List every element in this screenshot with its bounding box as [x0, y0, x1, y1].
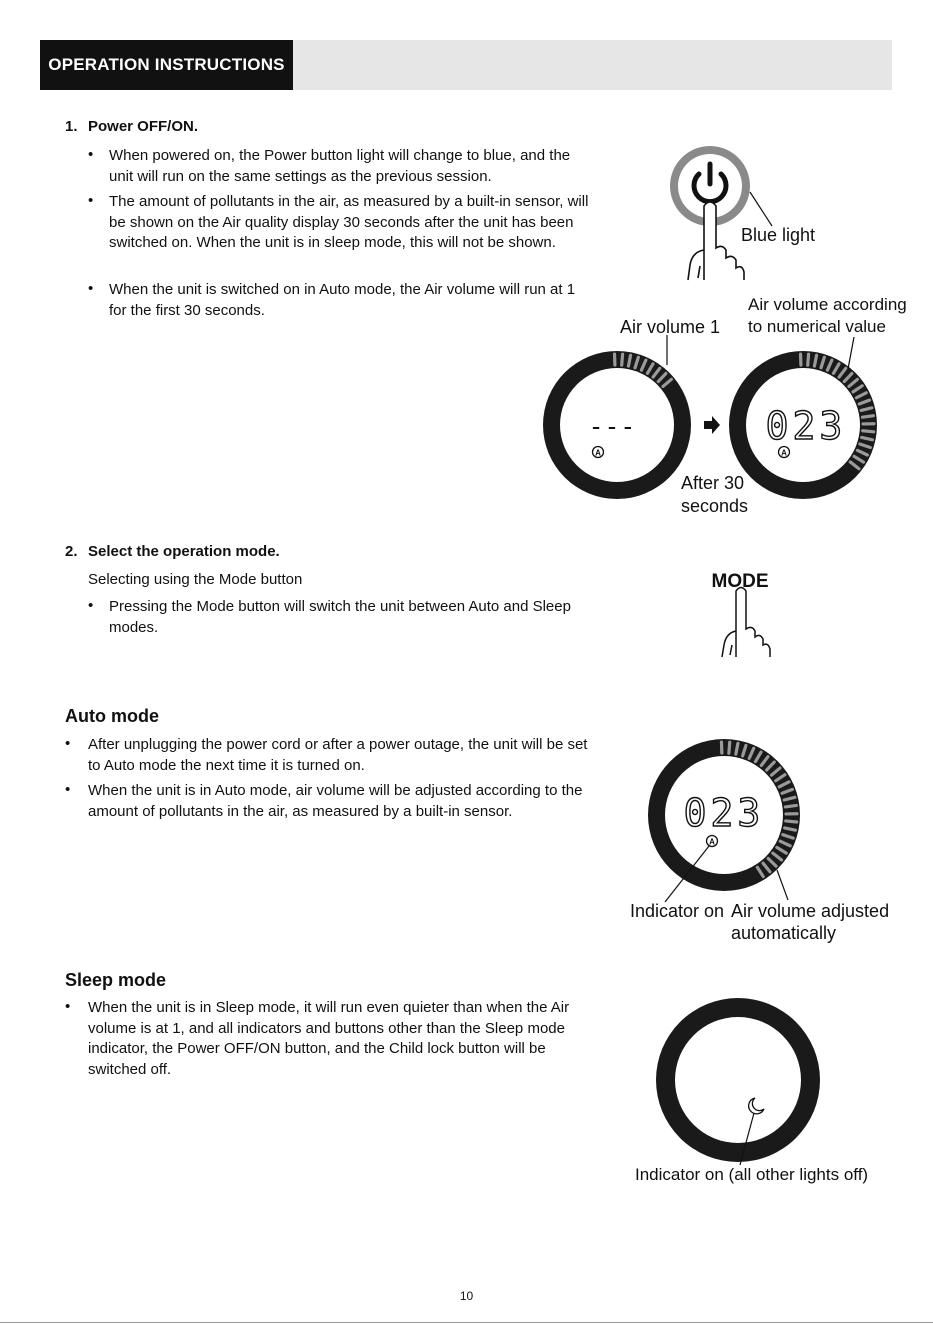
bullet-dot: •: [65, 998, 71, 1015]
air-volume-according-label-line2: to numerical value: [748, 317, 886, 336]
auto-mode-bullet-1: After unplugging the power cord or after a power outage, the unit will be set to Auto mode the next time it is turned on.: [88, 736, 588, 774]
bullet-dot: •: [88, 146, 94, 163]
air-volume-segment: [862, 416, 873, 417]
page-header-title: OPERATION INSTRUCTIONS: [40, 40, 293, 90]
air-volume-segment: [786, 821, 797, 822]
bullet-dot: •: [88, 280, 94, 297]
readout-dashes: - - -: [591, 411, 633, 441]
section-1-title: Power OFF/ON.: [88, 118, 199, 135]
bullet-dot: •: [65, 781, 71, 798]
mode-button-figure: [700, 565, 790, 665]
air-volume-segment: [814, 355, 816, 366]
air-volume-1-label: Air volume 1: [620, 317, 721, 337]
footer-rule: [0, 1322, 933, 1323]
auto-mode-bullet-2: When the unit is in Auto mode, air volume will be adjusted according to the amount of pollutants in the air, as measured by a built-in sensor.: [88, 782, 583, 820]
air-volume-leader-line: [777, 870, 788, 900]
air-volume-adjusted-label-line2: automatically: [731, 923, 837, 943]
air-volume-segment: [729, 742, 730, 753]
bullet-dot: •: [88, 597, 94, 614]
sleep-mode-figure: [650, 995, 850, 1170]
sleep-display-ring: [656, 998, 820, 1162]
air-volume-segment: [862, 437, 873, 439]
sleep-mode-bullet-1: When the unit is in Sleep mode, it will run even quieter than when the Air volume is at 1, and all indicators and buttons other than the Sleep mode indicator, the Power OFF/ON button, and the Child lock button will be switched off.: [88, 999, 570, 1078]
air-volume-adjusted-label-line1: Air volume adjusted: [731, 901, 890, 921]
air-volume-segment: [808, 354, 809, 365]
readout-023: 023: [765, 404, 847, 448]
hand-pointer-icon: [722, 588, 770, 658]
section-1-number: 1.: [65, 118, 78, 135]
indicator-on-label: Indicator on: [630, 901, 725, 921]
section-1-bullet-2: The amount of pollutants in the air, as measured by a built-in sensor, will be shown on the Air quality display 30 seconds after the unit has been switched on. When the unit is in sleep mode, this will not be shown.: [109, 193, 589, 251]
air-volume-segment: [785, 805, 796, 806]
sleep-mode-heading: Sleep mode: [65, 970, 167, 990]
mode-label: MODE: [711, 571, 769, 592]
section-2-title: Select the operation mode.: [88, 543, 280, 560]
power-button-figure: [640, 140, 840, 290]
after-30-label-line2: seconds: [681, 496, 749, 516]
air-volume-segment: [628, 355, 630, 366]
air-volume-segment: [785, 828, 796, 830]
section-1-bullet-1: When powered on, the Power button light will change to blue, and the unit will run on the same settings as the previous session.: [109, 147, 571, 185]
page-number: 10: [459, 1289, 474, 1303]
bullet-dot: •: [88, 192, 94, 209]
air-volume-according-label-line1: Air volume according: [748, 295, 907, 314]
sleep-indicator-label: Indicator on (all other lights off): [635, 1165, 869, 1184]
header-bar: [40, 40, 892, 90]
svg-text:A: A: [595, 448, 601, 458]
air-volume-segment: [622, 354, 623, 365]
section-2-bullet-1: Pressing the Mode button will switch the unit between Auto and Sleep modes.: [109, 598, 571, 636]
air-volume-segment: [736, 743, 738, 754]
blue-light-leader-line: [750, 192, 772, 226]
svg-text:A: A: [709, 837, 715, 847]
auto-mode-figure: [620, 730, 880, 910]
blue-light-label: Blue light: [741, 225, 816, 245]
air-volume-segment: [863, 431, 874, 432]
section-1-bullet-3: When the unit is switched on in Auto mode, the Air volume will run at 1 for the first 30 seconds.: [109, 281, 576, 319]
svg-text:A: A: [781, 448, 787, 458]
bullet-dot: •: [65, 735, 71, 752]
section-2-intro: Selecting using the Mode button: [88, 571, 303, 588]
arrow-right-icon: [704, 416, 720, 434]
section-2-number: 2.: [65, 543, 78, 560]
auto-mode-heading: Auto mode: [65, 706, 159, 726]
air-volume-according-leader-line: [848, 337, 854, 369]
readout-023: 023: [683, 791, 765, 835]
after-30-label-line1: After 30: [681, 473, 745, 493]
